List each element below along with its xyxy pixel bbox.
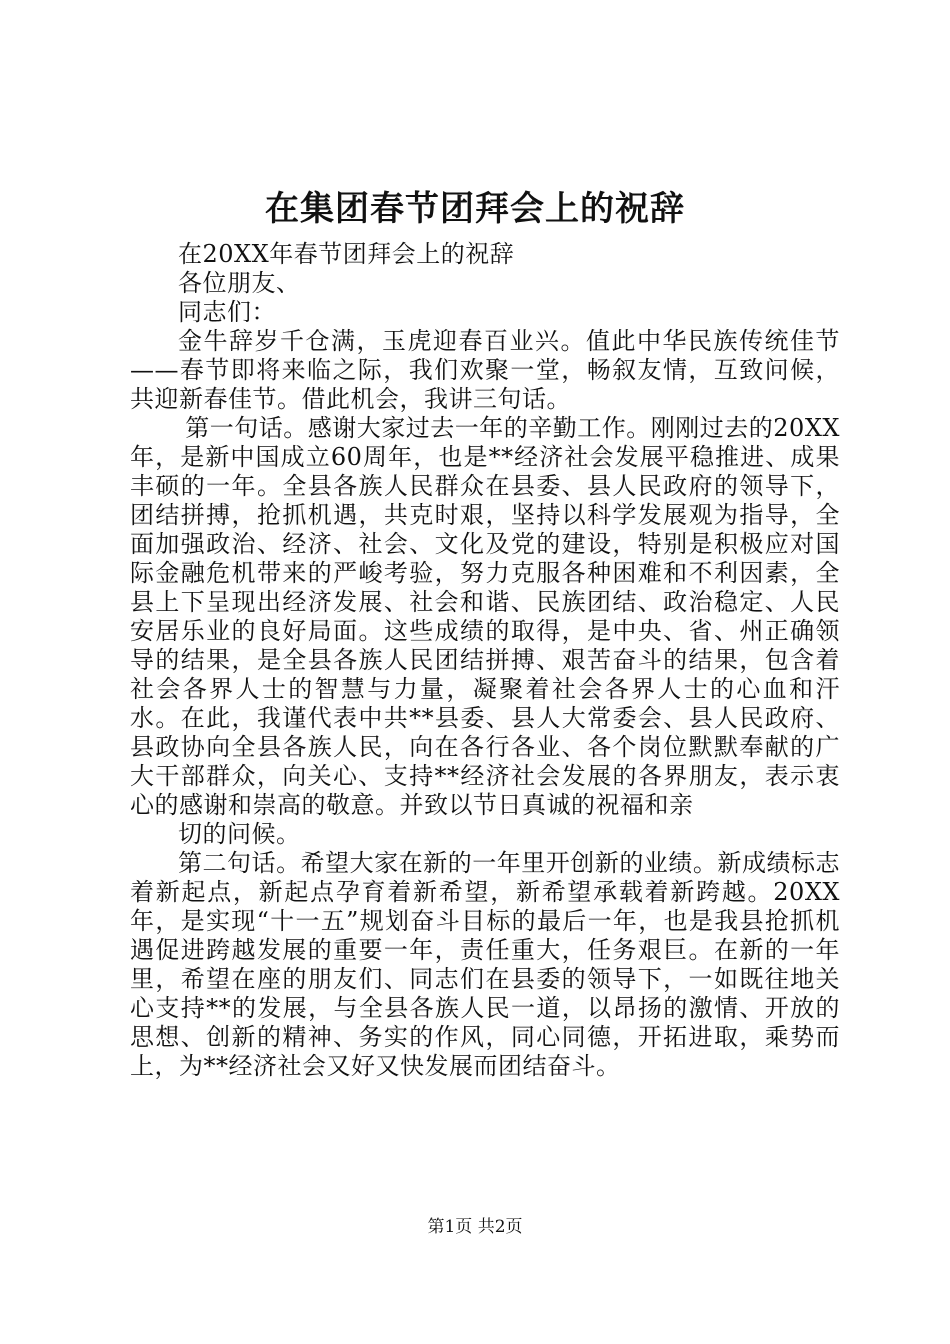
body-paragraph: 切的问候。 [178, 820, 301, 848]
document-body [130, 240, 840, 1081]
body-paragraph: 金牛辞岁千仓满，玉虎迎春百业兴。值此中华民族传统佳节——春节即将来临之际，我们欢聚一堂，畅叙友情，互致问候，共迎新春佳节。借此机会，我讲三句话。 [130, 327, 840, 413]
body-paragraph: 第一句话。感谢大家过去一年的辛勤工作。刚刚过去的20XX年，是新中国成立60周年，也是**经济社会发展平稳推进、成果丰硕的一年。全县各族人民群众在县委、县人民政府的领导下，团结拼搏，抢抓机遇，共克时艰，坚持以科学发展观为指导，全面加强政治、经济、社会、文化及党的建设，特别是积极应对国际金融危机带来的严峻考验，努力克服各种困难和不利因素，全县上下呈现出经济发展、社会和谐、民族团结、政治稳定、人民安居乐业的良好局面。这些成绩的取得，是中央、省、州正确领导的结果，是全县各族人民团结拼搏、艰苦奋斗的结果，包含着社会各界人士的智慧与力量，凝聚着社会各界人士的心血和汗水。在此，我谨代表中共**县委、县人大常委会、县人民政府、县政协向全县各族人民，向在各行各业、各个岗位默默奉献的广大干部群众，向关心、支持**经济社会发展的各界朋友，表示衷心的感谢和崇高的敬意。并致以节日真诚的祝福和亲 [130, 414, 840, 819]
document-title: 在集团春节团拜会上的祝辞 [265, 189, 685, 229]
salutation-line: 各位朋友、 [178, 269, 301, 297]
subtitle-line: 在20XX年春节团拜会上的祝辞 [178, 240, 515, 268]
page-number: 第1页 共2页 [427, 1217, 523, 1237]
body-paragraph: 第二句话。希望大家在新的一年里开创新的业绩。新成绩标志着新起点，新起点孕育着新希望，新希望承载着新跨越。20XX年，是实现“十一五”规划奋斗目标的最后一年，也是我县抢抓机遇促进跨越发展的重要一年，责任重大，任务艰巨。在新的一年里，希望在座的朋友们、同志们在县委的领导下，一如既往地关心支持**的发展，与全县各族人民一道，以昂扬的激情、开放的思想、创新的精神、务实的作风，同心同德，开拓进取，乘势而上，为**经济社会又好又快发展而团结奋斗。 [130, 849, 840, 1080]
salutation-line: 同志们： [178, 298, 276, 326]
